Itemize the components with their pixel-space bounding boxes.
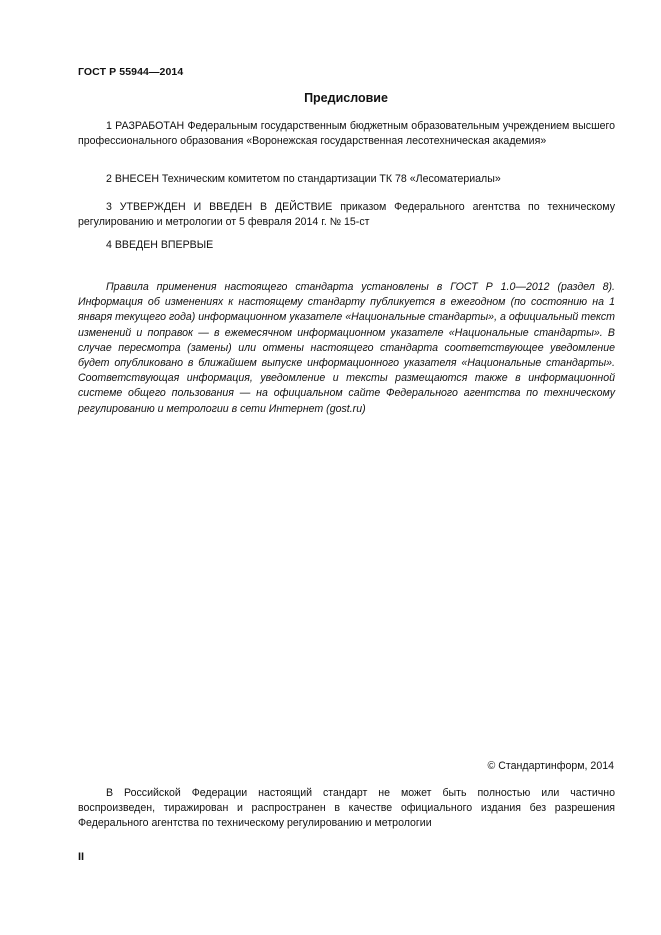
copyright-line: © Стандартинформ, 2014 bbox=[487, 760, 614, 772]
rules-notice: Правила применения настоящего стандарта установлены в ГОСТ Р 1.0—2012 (раздел 8). Информация об изменениях к настоящему стандарту публикуется в ежегодном (по состоянию на 1 января текущего года) информационном указателе «Национальные стандарты», а официальный текст изменений и поправок — в ежемесячном информационном указателе «Национальные стандарты». В случае пересмотра (замены) или отмены настоящего стандарта соответствующее уведомление будет опубликовано в ближайшем выпуске информационного указателя «Национальные стандарты». Соответствующая информация, уведомление и тексты размещаются также в информационной системе общего пользования — на официальном сайте Федерального агентства по техническому регулированию и метрологии в сети Интернет (gost.ru) bbox=[78, 281, 615, 415]
preface-title: Предисловие bbox=[304, 91, 388, 105]
preface-item-1: 1 РАЗРАБОТАН Федеральным государственным бюджетным образовательным учреждением высшего профессионального образования «Воронежская государственная лесотехническая академия» bbox=[78, 120, 615, 148]
preface-item-2: 2 ВНЕСЕН Техническим комитетом по стандартизации ТК 78 «Лесоматериалы» bbox=[106, 173, 501, 185]
document-code: ГОСТ Р 55944—2014 bbox=[78, 66, 184, 78]
preface-item-3: 3 УТВЕРЖДЕН И ВВЕДЕН В ДЕЙСТВИЕ приказом Федерального агентства по техническому регулированию и метрологии от 5 февраля 2014 г. № 15-ст bbox=[78, 201, 615, 229]
preface-item-4: 4 ВВЕДЕН ВПЕРВЫЕ bbox=[106, 239, 214, 251]
reproduction-notice: В Российской Федерации настоящий стандарт не может быть полностью или частично воспроизведен, тиражирован и распространен в качестве официального издания без разрешения Федерального агентства по техническому регулированию и метрологии bbox=[78, 787, 615, 830]
page-number: II bbox=[78, 851, 85, 863]
